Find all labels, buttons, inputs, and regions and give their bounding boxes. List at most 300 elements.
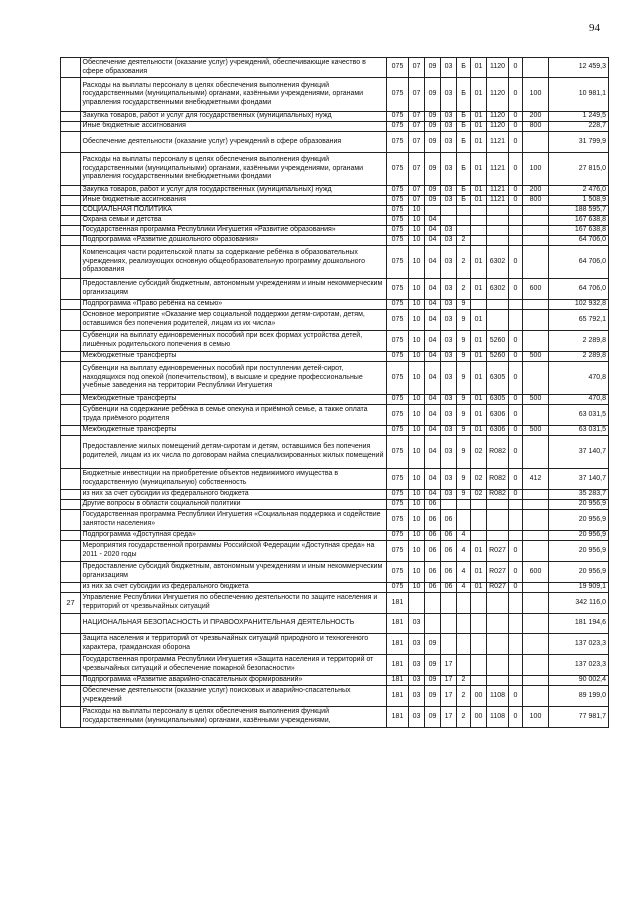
subsection-code-cell: 04	[425, 405, 441, 426]
amount-cell: 64 706,0	[549, 279, 609, 300]
program-code-cell	[441, 614, 457, 634]
subsection-code-cell: 04	[425, 236, 441, 246]
amount-cell: 20 956,9	[549, 500, 609, 510]
subsection-code-cell: 09	[425, 196, 441, 206]
subprogram-code-cell: 9	[457, 310, 471, 331]
amount-cell: 137 023,3	[549, 655, 609, 676]
ministry-code-cell: 075	[387, 405, 409, 426]
suffix-code-cell: 0	[509, 58, 523, 78]
direction-code-cell: R082	[487, 436, 509, 469]
program-code-cell: 03	[441, 153, 457, 186]
suffix-code-cell: 0	[509, 469, 523, 490]
item-name-cell: Закупка товаров, работ и услуг для государственных (муниципальных) нужд	[81, 112, 387, 122]
ministry-code-cell: 075	[387, 510, 409, 531]
row-number-cell	[61, 531, 81, 541]
expense-type-cell: 800	[523, 122, 549, 132]
program-code-cell: 03	[441, 395, 457, 405]
suffix-code-cell: 0	[509, 186, 523, 196]
subsection-code-cell: 04	[425, 310, 441, 331]
table-row	[61, 112, 609, 122]
row-number-cell	[61, 362, 81, 395]
expense-type-cell: 500	[523, 352, 549, 362]
suffix-code-cell	[509, 510, 523, 531]
table-row	[61, 122, 609, 132]
suffix-code-cell	[509, 236, 523, 246]
subprogram-code-cell: 4	[457, 531, 471, 541]
suffix-code-cell: 0	[509, 362, 523, 395]
ministry-code-cell: 181	[387, 686, 409, 707]
subsection-code-cell: 04	[425, 395, 441, 405]
amount-cell: 65 792,1	[549, 310, 609, 331]
subsection-code-cell: 09	[425, 132, 441, 153]
amount-cell: 167 638,8	[549, 216, 609, 226]
table-row	[61, 352, 609, 362]
section-code-cell: 10	[409, 541, 425, 562]
table-row	[61, 395, 609, 405]
ministry-code-cell: 075	[387, 541, 409, 562]
expense-type-cell: 100	[523, 153, 549, 186]
item-name-cell: Подпрограмма «Доступная среда»	[81, 531, 387, 541]
program-code-cell: 03	[441, 331, 457, 352]
program-code-cell: 03	[441, 122, 457, 132]
table-row	[61, 593, 609, 614]
program-code-cell: 03	[441, 58, 457, 78]
direction-code-cell: 6305	[487, 395, 509, 405]
subprogram-code-cell: Б	[457, 78, 471, 112]
item-name-cell: Обеспечение деятельности (оказание услуг) учреждений в сфере образования	[81, 132, 387, 153]
event-code-cell: 01	[471, 541, 487, 562]
expense-type-cell	[523, 206, 549, 216]
program-code-cell	[441, 216, 457, 226]
ministry-code-cell: 075	[387, 216, 409, 226]
direction-code-cell: 1121	[487, 196, 509, 206]
table-row	[61, 206, 609, 216]
expense-type-cell	[523, 310, 549, 331]
subsection-code-cell: 06	[425, 562, 441, 583]
subprogram-code-cell: 9	[457, 436, 471, 469]
ministry-code-cell: 075	[387, 112, 409, 122]
table-row	[61, 196, 609, 206]
program-code-cell: 03	[441, 469, 457, 490]
suffix-code-cell	[509, 300, 523, 310]
expense-type-cell	[523, 655, 549, 676]
expense-type-cell	[523, 436, 549, 469]
expense-type-cell: 800	[523, 196, 549, 206]
section-code-cell: 10	[409, 500, 425, 510]
ministry-code-cell: 075	[387, 78, 409, 112]
expense-type-cell: 200	[523, 112, 549, 122]
program-code-cell: 03	[441, 279, 457, 300]
item-name-cell: Расходы на выплаты персоналу в целях обеспечения выполнения функций государственными (муниципальными) органами, казёнными учреждениями, органами управления государственными внебюджетными фондами	[81, 153, 387, 186]
direction-code-cell	[487, 206, 509, 216]
event-code-cell: 01	[471, 186, 487, 196]
section-code-cell: 10	[409, 531, 425, 541]
ministry-code-cell: 075	[387, 352, 409, 362]
subsection-code-cell: 04	[425, 216, 441, 226]
subprogram-code-cell: 9	[457, 352, 471, 362]
expense-type-cell	[523, 362, 549, 395]
row-number-cell: 27	[61, 593, 81, 614]
direction-code-cell: 1121	[487, 186, 509, 196]
ministry-code-cell: 075	[387, 362, 409, 395]
table-row	[61, 78, 609, 112]
subprogram-code-cell: 9	[457, 362, 471, 395]
subsection-code-cell: 06	[425, 510, 441, 531]
row-number-cell	[61, 216, 81, 226]
subprogram-code-cell: 9	[457, 490, 471, 500]
section-code-cell: 07	[409, 78, 425, 112]
amount-cell: 228,7	[549, 122, 609, 132]
event-code-cell	[471, 614, 487, 634]
suffix-code-cell	[509, 614, 523, 634]
amount-cell: 20 956,9	[549, 562, 609, 583]
ministry-code-cell: 075	[387, 500, 409, 510]
suffix-code-cell: 0	[509, 686, 523, 707]
item-name-cell: из них за счет субсидии из федерального бюджета	[81, 490, 387, 500]
table-body	[61, 58, 609, 728]
expense-type-cell	[523, 593, 549, 614]
table-row	[61, 246, 609, 279]
table-row	[61, 279, 609, 300]
section-code-cell	[409, 593, 425, 614]
expense-type-cell	[523, 58, 549, 78]
program-code-cell: 06	[441, 583, 457, 593]
suffix-code-cell: 0	[509, 279, 523, 300]
row-number-cell	[61, 246, 81, 279]
direction-code-cell: 1120	[487, 122, 509, 132]
table-row	[61, 469, 609, 490]
item-name-cell: Обеспечение деятельности (оказание услуг) учреждений, обеспечивающие качество в сфере образования	[81, 58, 387, 78]
direction-code-cell: 6305	[487, 362, 509, 395]
item-name-cell: Межбюджетные трансферты	[81, 352, 387, 362]
item-name-cell: Государственная программа Республики Ингушетия «Социальная поддержка и содействие занятости населения»	[81, 510, 387, 531]
direction-code-cell: 5260	[487, 352, 509, 362]
expense-type-cell	[523, 132, 549, 153]
program-code-cell: 03	[441, 112, 457, 122]
item-name-cell: Мероприятия государственной программы Российской Федерации «Доступная среда» на 2011 - 2020 годы	[81, 541, 387, 562]
expense-type-cell	[523, 676, 549, 686]
expense-type-cell: 100	[523, 707, 549, 728]
ministry-code-cell: 181	[387, 593, 409, 614]
amount-cell: 2 289,8	[549, 352, 609, 362]
section-code-cell: 10	[409, 352, 425, 362]
subsection-code-cell: 09	[425, 58, 441, 78]
suffix-code-cell: 0	[509, 352, 523, 362]
section-code-cell: 10	[409, 246, 425, 279]
direction-code-cell: 1120	[487, 58, 509, 78]
direction-code-cell: 5260	[487, 331, 509, 352]
direction-code-cell	[487, 310, 509, 331]
event-code-cell: 02	[471, 436, 487, 469]
event-code-cell: 01	[471, 122, 487, 132]
item-name-cell: Иные бюджетные ассигнования	[81, 122, 387, 132]
subsection-code-cell: 09	[425, 676, 441, 686]
row-number-cell	[61, 614, 81, 634]
table-row	[61, 310, 609, 331]
expense-type-cell: 412	[523, 469, 549, 490]
ministry-code-cell: 075	[387, 469, 409, 490]
program-code-cell: 03	[441, 300, 457, 310]
program-code-cell: 03	[441, 426, 457, 436]
ministry-code-cell: 075	[387, 562, 409, 583]
amount-cell: 167 638,8	[549, 226, 609, 236]
row-number-cell	[61, 562, 81, 583]
table-row	[61, 614, 609, 634]
suffix-code-cell	[509, 655, 523, 676]
item-name-cell: Подпрограмма «Право ребёнка на семью»	[81, 300, 387, 310]
subprogram-code-cell	[457, 510, 471, 531]
suffix-code-cell	[509, 593, 523, 614]
ministry-code-cell: 181	[387, 655, 409, 676]
section-code-cell: 10	[409, 436, 425, 469]
direction-code-cell	[487, 500, 509, 510]
row-number-cell	[61, 352, 81, 362]
program-code-cell: 03	[441, 196, 457, 206]
suffix-code-cell: 0	[509, 707, 523, 728]
subprogram-code-cell: 9	[457, 395, 471, 405]
subsection-code-cell: 04	[425, 490, 441, 500]
subprogram-code-cell: 2	[457, 707, 471, 728]
subsection-code-cell: 09	[425, 686, 441, 707]
table-row	[61, 583, 609, 593]
ministry-code-cell: 075	[387, 132, 409, 153]
amount-cell: 102 932,8	[549, 300, 609, 310]
table-row	[61, 655, 609, 676]
event-code-cell: 01	[471, 112, 487, 122]
suffix-code-cell: 0	[509, 436, 523, 469]
row-number-cell	[61, 78, 81, 112]
row-number-cell	[61, 469, 81, 490]
ministry-code-cell: 075	[387, 583, 409, 593]
event-code-cell: 00	[471, 707, 487, 728]
subsection-code-cell: 09	[425, 634, 441, 655]
amount-cell: 20 956,9	[549, 510, 609, 531]
row-number-cell	[61, 226, 81, 236]
subprogram-code-cell: 4	[457, 583, 471, 593]
item-name-cell: Защита населения и территорий от чрезвычайных ситуаций природного и техногенного характера, гражданская оборона	[81, 634, 387, 655]
amount-cell: 20 956,9	[549, 541, 609, 562]
amount-cell: 77 981,7	[549, 707, 609, 728]
ministry-code-cell: 075	[387, 531, 409, 541]
event-code-cell: 02	[471, 469, 487, 490]
table-row	[61, 562, 609, 583]
section-code-cell: 10	[409, 362, 425, 395]
table-row	[61, 236, 609, 246]
direction-code-cell: 1120	[487, 112, 509, 122]
section-code-cell: 07	[409, 132, 425, 153]
subprogram-code-cell: Б	[457, 58, 471, 78]
section-code-cell: 07	[409, 122, 425, 132]
section-code-cell: 10	[409, 206, 425, 216]
amount-cell: 470,8	[549, 362, 609, 395]
section-code-cell: 10	[409, 490, 425, 500]
event-code-cell: 01	[471, 310, 487, 331]
expense-type-cell: 600	[523, 562, 549, 583]
item-name-cell: из них за счет субсидии из федерального бюджета	[81, 583, 387, 593]
row-number-cell	[61, 405, 81, 426]
item-name-cell: Расходы на выплаты персоналу в целях обеспечения выполнения функций государственными (муниципальными) органами, казёнными учреждениями, органами управления государственными внебюджетными фондами	[81, 78, 387, 112]
section-code-cell: 10	[409, 300, 425, 310]
row-number-cell	[61, 686, 81, 707]
row-number-cell	[61, 112, 81, 122]
event-code-cell: 01	[471, 362, 487, 395]
subsection-code-cell: 04	[425, 226, 441, 236]
subprogram-code-cell: 4	[457, 541, 471, 562]
suffix-code-cell: 0	[509, 78, 523, 112]
amount-cell: 12 459,3	[549, 58, 609, 78]
event-code-cell: 01	[471, 583, 487, 593]
row-number-cell	[61, 510, 81, 531]
table-row	[61, 436, 609, 469]
direction-code-cell: 1120	[487, 78, 509, 112]
row-number-cell	[61, 634, 81, 655]
subsection-code-cell: 04	[425, 331, 441, 352]
ministry-code-cell: 075	[387, 331, 409, 352]
suffix-code-cell: 0	[509, 153, 523, 186]
amount-cell: 137 023,3	[549, 634, 609, 655]
ministry-code-cell: 075	[387, 395, 409, 405]
amount-cell: 10 981,1	[549, 78, 609, 112]
event-code-cell	[471, 531, 487, 541]
program-code-cell: 03	[441, 78, 457, 112]
subprogram-code-cell: 9	[457, 469, 471, 490]
direction-code-cell: 6302	[487, 279, 509, 300]
subprogram-code-cell: 9	[457, 300, 471, 310]
subsection-code-cell: 04	[425, 426, 441, 436]
subprogram-code-cell: Б	[457, 196, 471, 206]
subprogram-code-cell	[457, 593, 471, 614]
event-code-cell: 01	[471, 132, 487, 153]
subprogram-code-cell: 9	[457, 331, 471, 352]
subprogram-code-cell: Б	[457, 153, 471, 186]
subsection-code-cell: 04	[425, 436, 441, 469]
row-number-cell	[61, 490, 81, 500]
table-row	[61, 132, 609, 153]
direction-code-cell	[487, 634, 509, 655]
table-row	[61, 500, 609, 510]
item-name-cell: Предоставление жилых помещений детям-сиротам и детям, оставшимся без попечения родителей, лицам из их числа по договорам найма специализированных жилых помещений	[81, 436, 387, 469]
table-row	[61, 686, 609, 707]
suffix-code-cell: 0	[509, 405, 523, 426]
ministry-code-cell: 075	[387, 226, 409, 236]
subprogram-code-cell: 2	[457, 676, 471, 686]
event-code-cell	[471, 206, 487, 216]
subsection-code-cell: 09	[425, 707, 441, 728]
table-row	[61, 490, 609, 500]
subprogram-code-cell	[457, 655, 471, 676]
program-code-cell: 06	[441, 510, 457, 531]
amount-cell: 37 140,7	[549, 469, 609, 490]
direction-code-cell	[487, 593, 509, 614]
ministry-code-cell: 075	[387, 186, 409, 196]
ministry-code-cell: 075	[387, 436, 409, 469]
item-name-cell: Предоставление субсидий бюджетным, автономным учреждениям и иным некоммерческим организациям	[81, 562, 387, 583]
event-code-cell	[471, 226, 487, 236]
direction-code-cell: R082	[487, 490, 509, 500]
program-code-cell: 03	[441, 490, 457, 500]
row-number-cell	[61, 236, 81, 246]
program-code-cell: 06	[441, 562, 457, 583]
program-code-cell	[441, 593, 457, 614]
suffix-code-cell: 0	[509, 490, 523, 500]
amount-cell: 188 595,7	[549, 206, 609, 216]
section-code-cell: 07	[409, 112, 425, 122]
subsection-code-cell: 06	[425, 541, 441, 562]
table-row	[61, 531, 609, 541]
expense-type-cell	[523, 490, 549, 500]
amount-cell: 64 706,0	[549, 236, 609, 246]
subprogram-code-cell	[457, 216, 471, 226]
suffix-code-cell	[509, 206, 523, 216]
amount-cell: 31 799,9	[549, 132, 609, 153]
ministry-code-cell: 075	[387, 236, 409, 246]
expense-type-cell	[523, 226, 549, 236]
subsection-code-cell: 04	[425, 362, 441, 395]
table-row	[61, 216, 609, 226]
program-code-cell: 03	[441, 132, 457, 153]
row-number-cell	[61, 206, 81, 216]
subsection-code-cell	[425, 593, 441, 614]
row-number-cell	[61, 426, 81, 436]
program-code-cell: 17	[441, 707, 457, 728]
expense-type-cell	[523, 510, 549, 531]
expense-type-cell: 600	[523, 279, 549, 300]
ministry-code-cell: 075	[387, 122, 409, 132]
section-code-cell: 03	[409, 707, 425, 728]
direction-code-cell: 6302	[487, 246, 509, 279]
section-code-cell: 10	[409, 510, 425, 531]
budget-table	[60, 57, 609, 728]
program-code-cell: 03	[441, 352, 457, 362]
direction-code-cell: R082	[487, 469, 509, 490]
amount-cell: 20 956,9	[549, 531, 609, 541]
item-name-cell: Обеспечение деятельности (оказание услуг) поисковых и аварийно-спасательных учреждений	[81, 686, 387, 707]
ministry-code-cell: 075	[387, 300, 409, 310]
amount-cell: 35 283,7	[549, 490, 609, 500]
item-name-cell: Межбюджетные трансферты	[81, 426, 387, 436]
item-name-cell: Межбюджетные трансферты	[81, 395, 387, 405]
subsection-code-cell: 04	[425, 279, 441, 300]
event-code-cell: 02	[471, 490, 487, 500]
program-code-cell: 03	[441, 310, 457, 331]
event-code-cell	[471, 500, 487, 510]
section-code-cell: 10	[409, 236, 425, 246]
ministry-code-cell: 075	[387, 490, 409, 500]
row-number-cell	[61, 132, 81, 153]
item-name-cell: СОЦИАЛЬНАЯ ПОЛИТИКА	[81, 206, 387, 216]
item-name-cell: Основное мероприятие «Оказание мер социальной поддержки детям-сиротам, детям, оставшимся без попечения родителей, лицам из их числа»	[81, 310, 387, 331]
amount-cell: 64 706,0	[549, 246, 609, 279]
table-row	[61, 426, 609, 436]
expense-type-cell	[523, 614, 549, 634]
expense-type-cell: 200	[523, 186, 549, 196]
event-code-cell: 01	[471, 426, 487, 436]
ministry-code-cell: 075	[387, 206, 409, 216]
table-row	[61, 634, 609, 655]
item-name-cell: Охрана семьи и детства	[81, 216, 387, 226]
subprogram-code-cell: 2	[457, 246, 471, 279]
direction-code-cell	[487, 655, 509, 676]
amount-cell: 342 116,0	[549, 593, 609, 614]
ministry-code-cell: 181	[387, 634, 409, 655]
direction-code-cell	[487, 614, 509, 634]
amount-cell: 37 140,7	[549, 436, 609, 469]
table-row	[61, 405, 609, 426]
ministry-code-cell: 075	[387, 279, 409, 300]
subprogram-code-cell	[457, 500, 471, 510]
event-code-cell: 01	[471, 395, 487, 405]
item-name-cell: Подпрограмма «Развитие дошкольного образования»	[81, 236, 387, 246]
